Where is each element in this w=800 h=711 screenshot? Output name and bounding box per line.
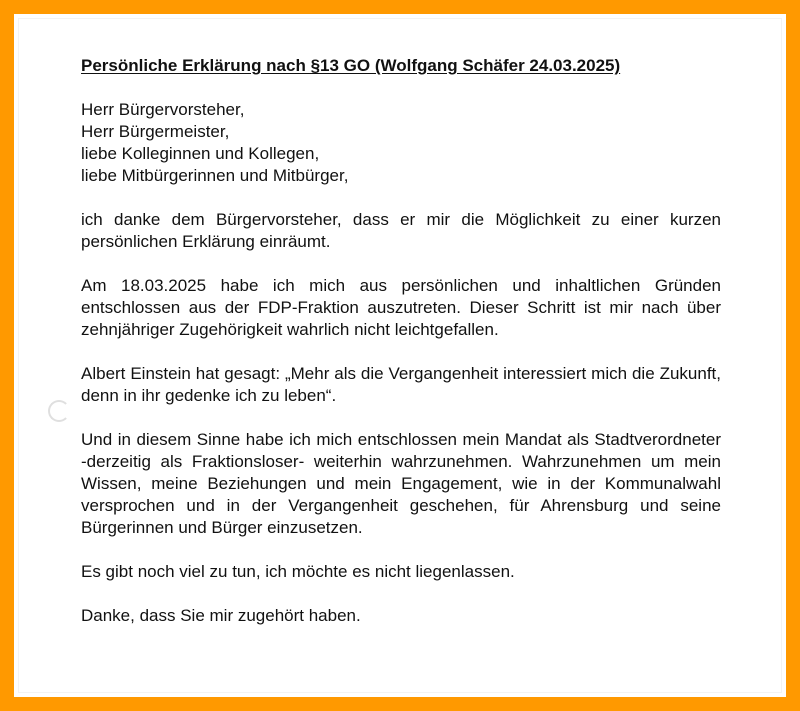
document-page [18, 18, 782, 693]
paragraph-closing: Danke, dass Sie mir zugehört haben. [81, 606, 361, 625]
paragraph-mandate: Und in diesem Sinne habe ich mich entschlossen mein Mandat als Stadtverordneter -derzeitig als Fraktionsloser- weiterhin wahrzunehmen. Wahrzunehmen um mein Wissen, meine Beziehungen und mein Engagement, wie in der Kommunalwahl versprochen und in der Vergangenheit geschehen, für Ahrensburg und seine Bürgerinnen und Bürger einzusetzen. [81, 430, 721, 537]
paragraph-work: Es gibt noch viel zu tun, ich möchte es nicht liegenlassen. [81, 562, 515, 581]
document-title: Persönliche Erklärung nach §13 GO (Wolfgang Schäfer 24.03.2025) [81, 56, 621, 75]
statement-content [81, 55, 721, 649]
salutation-line: Herr Bürgermeister, [81, 122, 230, 141]
salutation-line: liebe Kolleginnen und Kollegen, [81, 144, 320, 163]
salutation-line: Herr Bürgervorsteher, [81, 100, 245, 119]
salutation-line: liebe Mitbürgerinnen und Mitbürger, [81, 166, 349, 185]
paragraph-resignation: Am 18.03.2025 habe ich mich aus persönlichen und inhaltlichen Gründen entschlossen aus der FDP-Fraktion auszutreten. Dieser Schritt ist mir nach über zehnjähriger Zugehörigkeit wahrlich nicht leichtgefallen. [81, 276, 721, 339]
paragraph-thanks: ich danke dem Bürgervorsteher, dass er mir die Möglichkeit zu einer kurzen persönlichen Erklärung einräumt. [81, 210, 721, 251]
scan-mark [48, 400, 70, 422]
paragraph-quote: Albert Einstein hat gesagt: „Mehr als die Vergangenheit interessiert mich die Zukunft, denn in ihr gedenke ich zu leben“. [81, 364, 721, 405]
salutation-block [81, 99, 721, 187]
